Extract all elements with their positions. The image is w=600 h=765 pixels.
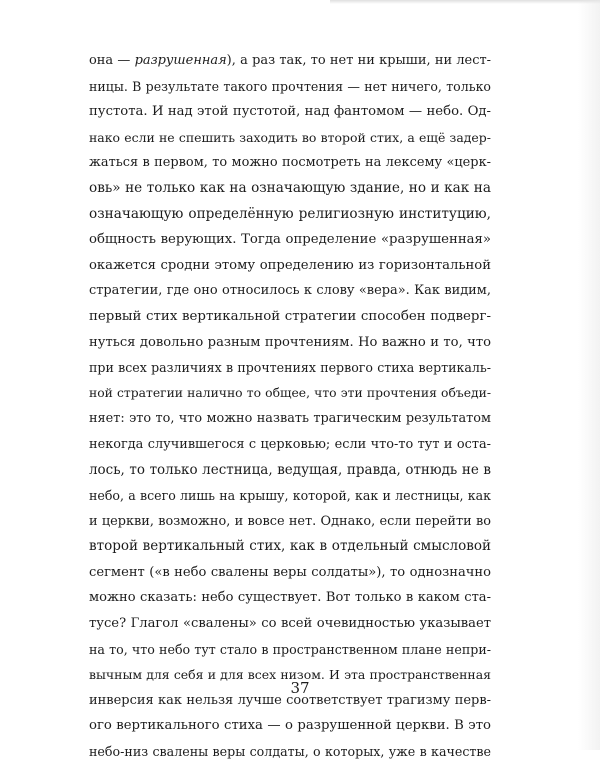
text-line-20: второй вертикальный стих, как в отдельный смысловой bbox=[89, 538, 491, 555]
text-line-8: общность верующих. Тогда определение «разрушенная» bbox=[89, 232, 491, 248]
text-line-24: на то, что небо тут стало в пространственном плане непри- bbox=[89, 641, 491, 657]
page-top-edge bbox=[330, 0, 600, 4]
text-line-6: овь» не только как на означающую здание, но и как на bbox=[89, 179, 491, 196]
text-line-28: небо-низ свалены веры солдаты, о которых, уже в качестве bbox=[89, 744, 491, 760]
text-line-16: некогда случившегося с церковью; если что-то тут и оста- bbox=[89, 436, 491, 452]
text-line-4: нако если не спешить заходить во второй стих, а ещё задер- bbox=[89, 129, 491, 145]
text-line-11: первый стих вертикальной стратегии способен подверг- bbox=[89, 308, 491, 324]
text-line-5: жаться в первом, то можно посмотреть на лексему «церк- bbox=[89, 155, 491, 171]
text-line-2 bbox=[89, 74, 491, 100]
text-line-26: инверсия как нельзя лучше соответствует трагизму перв- bbox=[89, 692, 491, 708]
text-line-12: нуться довольно разным прочтениям. Но важно и то, что bbox=[89, 334, 491, 350]
text-line-1-end: ), а раз так, то нет ни крыши, ни лест- bbox=[226, 53, 491, 68]
text-line-23: тусе? Глагол «свалены» со всей очевидностью указывает bbox=[89, 616, 491, 632]
text-line-7: означающую определённую религиозную институцию, bbox=[89, 205, 491, 222]
text-line-14: ной стратегии налично то общее, что эти прочтения объеди- bbox=[89, 385, 491, 400]
text-line-21: сегмент («в небо свалены веры солдаты»), то однозначно bbox=[89, 564, 491, 580]
book-page-text bbox=[89, 48, 491, 765]
text-line-3: пустота. И над этой пустотой, над фантомом — небо. Од- bbox=[89, 104, 491, 120]
text-line-2-start: ницы. В результате такого прочтения — bbox=[89, 78, 365, 94]
italic-word: разрушенная bbox=[134, 53, 227, 68]
text-line-27: ого вертикального стиха — о разрушенной церкви. В это bbox=[89, 718, 491, 734]
text-line-1 bbox=[89, 48, 491, 74]
text-line-9: окажется сродни этому определению из горизонтальной bbox=[89, 257, 491, 273]
text-line-22: можно сказать: небо существует. Вот только в каком ста- bbox=[89, 590, 491, 606]
text-line-25: вычным для себя и для всех низом. И эта пространственная bbox=[89, 667, 491, 683]
page-edge-shadow bbox=[578, 0, 600, 750]
text-line-10: стратегии, где оно относилось к слову «вера». Как видим, bbox=[89, 283, 491, 299]
text-line-15: няет: это то, что можно назвать трагическим результатом bbox=[89, 411, 491, 427]
text-line-1-start: она — bbox=[89, 53, 135, 68]
text-line-19: и церкви, возможно, и вовсе нет. Однако, если перейти во bbox=[89, 513, 491, 529]
text-line-2-end: нет ничего, только bbox=[364, 78, 491, 94]
text-line-17: лось, то только лестница, ведущая, правда, отнюдь не в bbox=[89, 461, 491, 478]
text-line-18: небо, а всего лишь на крышу, которой, как и лестницы, как bbox=[89, 488, 491, 504]
page-number: 37 bbox=[290, 679, 310, 697]
text-line-13: при всех различиях в прочтениях первого стиха вертикаль- bbox=[89, 360, 491, 376]
